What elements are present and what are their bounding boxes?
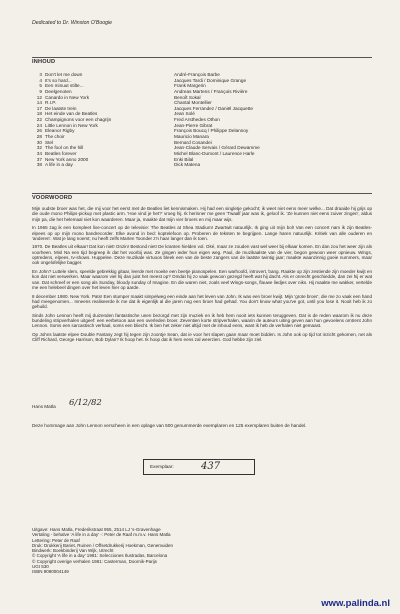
toc-row	[32, 162, 372, 168]
toc-number: 3	[39, 72, 42, 77]
signature-name: Hans Matla	[32, 404, 56, 409]
edition-note: Deze hommage aan John Lennon verscheen in een oplage van 500 genummerde exemplaren en 125 exemplaren buiten de handel.	[32, 423, 307, 428]
colophon-line: UGI 530	[32, 564, 49, 570]
toc-number: 18	[36, 111, 42, 117]
foreword-text	[32, 206, 372, 346]
signature-date: 6/12/82	[69, 398, 102, 408]
inhoud-title: INHOUD	[32, 59, 56, 65]
toc-author: Jean-Pierre Gibrat	[174, 122, 213, 128]
toc-number: 22	[36, 117, 42, 123]
toc-number: 32	[36, 145, 42, 151]
divider-voorwoord	[32, 193, 372, 194]
foreword-paragraph: Op Johns laatste elpee Double Fantasy zegt hij tegen zijn zoontje Sean, dat ie voor het slapen gaan maar moet bidden. Is John ook op tijd tot inzicht gekomen, net als Cliff Richard, George Harrison, Bob Dylan? Ik hoop het. Ik hoop dat ik hem eens zal weerzien. God hebbe zijn ziel.	[32, 332, 372, 343]
toc-title: Het einde van de Beatles	[45, 111, 98, 117]
toc-title: Eleanor Rigby	[45, 128, 75, 134]
exemplaar-number: 437	[201, 461, 221, 472]
toc-author: Bernard Cosandei	[174, 139, 212, 145]
toc-number: 34	[36, 150, 42, 156]
toc-number: 26	[36, 128, 42, 134]
toc-title: The choir	[45, 134, 65, 140]
toc-author: Mauricio Manara	[174, 134, 209, 140]
toc-number: 24	[36, 122, 42, 128]
foreword-paragraph: In 1965 zag ik een kompleet live-concert op de televisie: The Beatles at Shea Stadium! Zwartwit natuurlijk. Ik ging uit mijn bol! Van een concert nam ik zijn Beatles-elpees op op mijn mono bandrecorder. Elke avond in bed: koptelefoon op. Proberen de teksten te begrijpen. Lange haren natuurlijk. Kritiek van alle ouderen en 'anderen'. Wat je lang noemt; nu heeft zelfs Marten Toonder z'n haar langer dan ik toen.	[32, 225, 372, 241]
foreword-paragraph: 1970. De Beatles uit elkaar! Dat kon niet! Onzin! Bestond niet! De kranten hielden vol. Oké, maar ze zouden vast wel weer bij elkaar komen. En dan zou het weer zijn als voorheen. Misl Na een tijd begreep ik dat het voorbij was. Ze gingen ieder hun eigen weg. Paul, de muzikaalste van de vier, begon gewoon weer opnieuw. Wings, optredens, elpees, tv-shows. Huppelee. Deze muzikale virtuoos bleek een van de beste zangers van de laatste twintig jaar; maakte waanzinnig goeie nummers, maar ook ongelofelijke bagger.	[32, 244, 372, 266]
toc-number: 4	[39, 77, 42, 83]
toc-author: Chantal Montellier	[174, 100, 212, 106]
toc-number: 38	[36, 162, 42, 168]
toc-title: De laatste trein	[45, 105, 77, 111]
toc-number: 14	[36, 100, 42, 106]
foreword-paragraph: En John? Luttele slem, speelde gebrekkig gitaar, leerde met moeite een beetje pianospelen. Een warhoofd, introvert, bang. Raakte op zijn zestiende zijn moeder kwijt en kon dat niet verwerken. Maar waarom viel hij dan juist het meest op? Omdat hij zo vaak gewoon gezegd heeft wat hij dacht. Als er onrecht geschiedde, dan zei hij er wat van. Dat schreef er een song als Sunday, bloody sunday of Imagine. En die waren niet, zoals veel Wings-songs, flauwe liedjes over niks. Hij maakte me wakker, vertelde me een helebeel dingen over het leven hier op aarde.	[32, 269, 372, 291]
dedication: Dedicated to Dr. Winston O'Boogie	[32, 20, 113, 26]
toc-author: Michel Blanc-Dumont / Laurence Harle	[174, 150, 255, 156]
foreword-paragraph: 8 december 1980. New York. Pats! Een stumper maakt simpelweg een einde aan het leven van John. Ik was een broer kwijt. Mijn 'grote broer', die me zo vaak een hand had meegenomen... Inneens realiseerde ik me dat ik eigenlijk al die jaren nog een broer had gehad. You don't know what you've got, until you lose it. Nooit heb ik zo gehuild.	[32, 293, 372, 310]
toc-title: R.I.P.	[45, 100, 57, 106]
toc-number: 9	[39, 88, 42, 94]
toc-number: 30	[36, 139, 42, 145]
toc-author: Jean Solé	[174, 111, 195, 117]
toc-author: Benoît Sokal	[174, 94, 201, 100]
colophon-line: Druk: Drukkerij Bariet, Ruinen / Offsetdrukkerij Hoekman, Genemuiden	[32, 542, 173, 548]
toc-author: Fred Arsthedes Othon	[174, 117, 220, 123]
toc-author: Jean-Claude Servais / Gérard Dewamme	[174, 145, 260, 151]
toc-title: It's so hard...	[45, 77, 72, 83]
toc-author: Dick Matena	[174, 162, 201, 168]
toc-title: Don't let me down	[45, 72, 83, 77]
toc-author: Andreas Martens / François Rivière	[174, 88, 248, 94]
toc-title: Little Lennon in New York	[45, 122, 98, 128]
toc-author: Enki Bilal	[174, 156, 194, 162]
toc-author: Jacques Tardi / Dominique Grange	[174, 77, 247, 83]
toc-number: 5	[39, 83, 42, 89]
toc-number: 28	[36, 134, 42, 140]
exemplaar-box	[143, 459, 255, 475]
toc-number: 37	[36, 156, 42, 162]
voorwoord-title: VOORWOORD	[32, 195, 73, 201]
exemplaar-label: Exemplaar:	[150, 464, 174, 469]
toc-title: Canardo in New York	[45, 94, 90, 100]
colophon-line: Lettering: Peter de Raaf	[32, 537, 80, 543]
toc-number: 17	[36, 105, 42, 111]
colophon	[32, 527, 372, 575]
toc-title: A life in a day	[45, 162, 73, 168]
table-of-contents	[32, 72, 372, 168]
toc-author: Jacques Ferrandez / Daniël Jacquette	[174, 105, 253, 111]
divider-inhoud	[32, 57, 372, 58]
toc-title: The fool on the hill	[45, 145, 84, 151]
toc-author: Frank Margerin	[174, 83, 206, 89]
foreword-paragraph: Sinds John Lennon heeft mij duizenden fantastische unen bezorgd met zijn muziek en ik heb hem nooit iets kunnen teruggeven. Dat is de reden waarom ik nu deze bundeling stripverhalen uitgeef: een eerbetoon aan een overleden broer. Zeventien korte stripverhalen, waarin de auteurs uiting geven aan hun gevoelens omtrent John Lennon. Soms een sarcastisch verhaal, soms een bliecht. Ik ben het zeker niet altijd met de inhoud eens, want ik heb de verhalen niet gemaast.	[32, 312, 372, 329]
colophon-line: Uitgave: Hans Matla, Frederikstraat 955, 2514 LJ 's-Gravenhage	[32, 527, 161, 532]
toc-number: 12	[36, 94, 42, 100]
toc-author: François Boucq / Philippe Delannoy	[174, 128, 249, 134]
toc-title: Beatles forever	[45, 150, 77, 156]
toc-author: André-François Barbe	[174, 72, 220, 77]
colophon-line: Bindwerk: Boekbinderij Van Wijk, Utrecht	[32, 548, 114, 554]
colophon-line: © Copyright 'A life in a day' 1981: Selecciones Ilustradas, Barcelona	[32, 553, 168, 559]
colophon-line: ISBN 9090004149	[32, 569, 69, 575]
foreword-paragraph: Mijn oudste broer was het, die mij voor het eerst met de Beatles liet kennismaken. Hij had een singletje gekocht; ik weet niet eens meer welke... Dat draaide hij grijs op die oude mono Philips-pickup met plastic arm. 'Hoe vind je het?' vroeg hij. Ik herinner me geen 'Twaalf jaar was ik, geloof ik. 'Ze kunnen niet eens zuiver zingen', aldus mijn pa, die het helemaal niet kon waarderen. Maar ja, maakte dat mijn vier broers en mij maar wijs.	[32, 206, 372, 222]
toc-title: New York anno 2000	[45, 156, 89, 162]
toc-title: Champignons voor een chagrijn	[45, 117, 112, 123]
toc-title: Een minuut stilte...	[45, 83, 84, 89]
colophon-line: Vertaling - behalve 'A life in a day' -: Peter de Raaf m.m.v. Hans Matla	[32, 532, 171, 538]
watermark-url[interactable]: www.palinda.nl	[321, 598, 390, 609]
toc-title: Stel	[45, 139, 54, 145]
toc-title: Deelgenoten	[45, 88, 72, 94]
colophon-line: © Copyright overige verhalen 1981: Casterman, Doornik-Parijs	[32, 558, 157, 564]
